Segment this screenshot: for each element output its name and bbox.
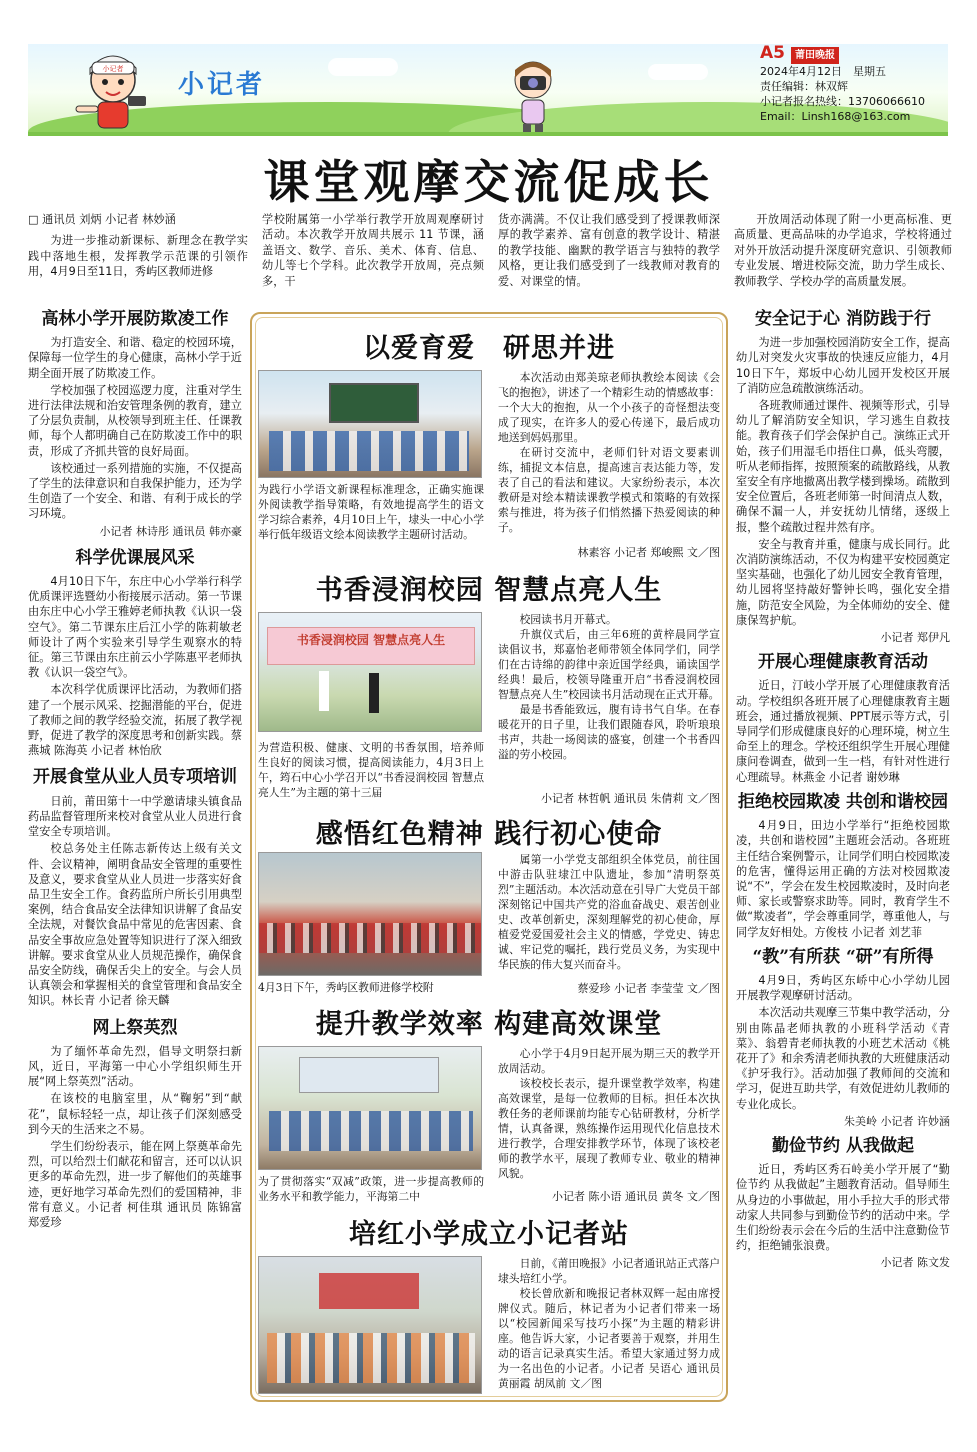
left-article-title: 高林小学开展防欺凌工作 <box>41 309 229 329</box>
feature-title: 提升教学效率 构建高效课堂 <box>315 1009 663 1040</box>
left-article-title: 科学优课展风采 <box>75 547 195 568</box>
memorial-visit-photo <box>258 852 482 976</box>
left-article-title: 网上祭英烈 <box>92 1017 178 1038</box>
left-article-para: 为了缅怀革命先烈，倡导文明祭扫新风，近日，平海第一中心小学组织师生开展“网上祭英烈”活动。 <box>28 1044 242 1089</box>
feature-caption: 4月3日下午，秀屿区教师进修学校附 <box>258 981 434 994</box>
right-article-para: 4月9日，秀屿区东峤中心小学幼儿园开展教学观摩研讨活动。 <box>736 973 950 1003</box>
boy-reporter-illustration <box>68 50 158 134</box>
intro-text-4: 开放周活动体现了附一小更高标准、更高质量、更高品味的办学追求，学校将通过对外开放活动提升深度研究意识、引领教师专业发展、增进校际交流，助力学生成长、教师教学、学校办学的高质量发展。 <box>734 213 952 288</box>
left-column <box>28 306 242 1232</box>
feature-para: 属第一小学党支部组织全体党员，前往国中游击队驻埭江中队遗址，参加“清明祭英烈”主题活动。本次活动意在引导广大党员干部深刻铭记中国共产党的浴血奋战史、艰苦创业史、改革创新史，深刻理解党的初心使命，厚植爱党爱国爱社会主义的情感，学党史、铸忠诚、牢记党的嘱托，践行党员义务，为实现中华民族的伟大复兴而奋斗。 <box>498 853 720 971</box>
masthead-info <box>760 43 950 124</box>
right-column <box>736 306 950 1271</box>
open-class-photo <box>258 1046 482 1170</box>
feature-credit: 小记者 陈小语 通讯员 黄冬 文／图 <box>552 1190 720 1203</box>
boy-cap-text: 小记者 <box>102 65 124 73</box>
right-article-title: 开展心理健康教育活动 <box>758 652 928 673</box>
feature-title: 培红小学成立小记者站 <box>349 1219 629 1250</box>
main-headline: 课堂观摩交流促成长 <box>263 155 714 209</box>
feature-body <box>498 370 720 535</box>
left-article-para: 学校加强了校园巡逻力度，注重对学生进行法律法规和治安管理条例的教育，建立了分层负责制，从校领导到班主任、任课教师，每个人都明确自己在防欺凌工作中的职责，形成了齐抓共管的良好局面。 <box>28 383 242 458</box>
right-article-para: 各班教师通过课件、视频等形式，引导幼儿了解消防安全知识，学习逃生自救技能。教育孩子们学会保护自己。演练正式开始，孩子们用湿毛巾捂住口鼻，低头弯腰，听从老师指挥，按照预案的疏散路线，从教室安全有序地撤离出教学楼到操场。疏散到安全位置后，各班老师第一时间清点人数，确保不漏一人，并安抚幼儿情绪，逐级上报，整个疏散过程井然有序。 <box>736 399 950 534</box>
feature-para: 日前，《莆田晚报》小记者通讯站正式落户埭头培红小学。 <box>498 1257 720 1285</box>
feature-title: 以爱育爱 研思并进 <box>363 333 615 364</box>
left-article-para: 校总务处主任陈志新传达上级有关文件、会议精神，阐明食品安全管理的重要性及意义，要求食堂从业人员进一步落实好食品卫生安全工作。食药监所户所长引用典型案例，结合食品安全法律知识讲解了食品安全法规，对餐饮食品中常见的危害因素、食品安全事故应急处置等知识进行了深入细致讲解。要求食堂从业人员规范操作，确保食品安全防线，确保舌尖上的安全。与会人员认真领会和掌握相关的食堂管理和食品安全知识。林长青 小记者 徐天麟 <box>28 842 242 1008</box>
feature-caption: 为营造积极、健康、文明的书香氛围，培养师生良好的阅读习惯，提高阅读能力，4月3日上午，筠石中心小学召开以“书香浸润校园 智慧点亮人生”为主题的第十三届 <box>258 741 484 799</box>
right-article-title: 拒绝校园欺凌 共创和谐校园 <box>738 791 948 812</box>
right-article-title: 安全记于心 消防践于行 <box>755 309 931 329</box>
feature-credit: 小记者 林哲帆 通讯员 朱倩莉 文／图 <box>541 792 720 805</box>
feature-caption: 为了贯彻落实“双减”政策，进一步提高教师的业务水平和教学能力，平海第二中 <box>258 1175 484 1203</box>
editor-line: 责任编辑：林双辉 <box>760 80 848 93</box>
intro-text-1: 为进一步推动新课标、新理念在教学实践中落地生根，发挥教学示范课的引领作用，4月9日至11日，秀屿区教师进修 <box>28 234 248 279</box>
feature-title: 感悟红色精神 践行初心使命 <box>315 819 663 850</box>
classroom-photo <box>258 370 482 478</box>
feature-para: 该校校长表示，提升课堂教学效率，构建高效课堂，是每一位教师的目标。担任本次执教任务的老师课前均能专心钻研教材，分析学情，认真备课，熟练操作运用现代化信息技术进行教学，合理安排教学环节，体现了该校老师的教学水平，展现了教师专业、敬业的精神风貌。 <box>498 1077 720 1180</box>
right-article-byline: 小记者 郑伊凡 <box>880 631 950 645</box>
right-article-para: 安全与教育并重，健康与成长同行。此次消防演练活动，不仅为构建平安校园奠定坚实基础，也强化了幼儿园安全教育管理，幼儿园将坚持敲好警钟长鸣，强化安全措施，防范安全风险，为全体师幼的安全、健康保驾护航。 <box>736 537 950 627</box>
right-article-byline: 朱美岭 小记者 许妙涵 <box>844 1114 950 1128</box>
right-article-para: 近日，汀岐小学开展了心理健康教育活动。学校组织各班开展了心理健康教育主题班会，通过播放视频、PPT展示等方式，引导同学们形成健康良好的心理环境，树立生命至上的理念。学校还组织学生开展心理健康问卷调查，做到一生一档，有针对性进行心理疏导。林燕金 小记者 谢妙琳 <box>736 679 950 784</box>
reading-ceremony-photo <box>258 612 482 732</box>
feature-para: 最是书香能致远，腹有诗书气自华。在春暖花开的日子里，让我们跟随春风，聆听琅琅书声，共赴一场阅读的盛宴，创建一个书香四溢的劳小校园。 <box>498 703 720 761</box>
right-article-byline: 小记者 陈文发 <box>880 1256 950 1270</box>
right-article-para: 本次活动共观摩三节集中教学活动，分别由陈晶老师执教的小班科学活动《青菜》、翁碧青老师执教的小班艺术活动《桃花开了》和余秀清老师执教的大班健康活动《护牙我行》。活动加强了教师间的交流和学习，促进互助共学，有效促进幼儿教师的专业化成长。 <box>736 1006 950 1111</box>
feature-para: 本次活动由郑美琼老师执教绘本阅读《会飞的抱抱》，讲述了一个精彩生动的情感故事：一个大大的抱抱，从一个小孩子的奇怪想法变成了现实，在许多人的爱心传递下，最后成功地送到妈妈那里。 <box>498 371 720 444</box>
feature-para: 校园读书月开幕式。 <box>519 613 617 626</box>
left-article-byline: 小记者 林诗彤 通讯员 韩亦豪 <box>99 524 242 538</box>
reporter-station-photo <box>258 1256 482 1394</box>
left-article-para: 学生们纷纷表示，能在网上祭奠革命先烈，可以给烈士们献花和留言，还可以认识更多的革命先烈，进一步了解他们的英雄事迹，更好地学习革命先烈们的爱国精神，非常有意义。小记者 柯佳琪 通讯员 陈锦富 郑爱珍 <box>28 1139 242 1229</box>
feature-para: 升旗仪式后，由三年6班的黄梓晨同学宣读倡议书，郑嘉怡老师带领全体同学们，同学们在古诗绵的韵律中亲近国学经典，诵读国学经典！最后，校领导隆重开启“书香浸润校园 智慧点亮人生”校园读书月活动现在正式开幕。 <box>498 628 720 701</box>
right-article-title: 勤俭节约 从我做起 <box>772 1135 914 1156</box>
intro-col-1 <box>28 212 248 280</box>
feature-body <box>498 1256 720 1391</box>
girl-with-camera-illustration <box>498 54 568 134</box>
feature-para: 在研讨交流中，老师们针对语文要素训练，捕捉文本信息，提高速言表达能力等，发表了自己的看法和建议。大家纷纷表示，本次教研是对绘本精读课教学模式和策略的有效探索与推进，将为孩子们悄然播下热爱阅读的种子。 <box>498 446 720 534</box>
left-article-para: 本次科学优质课评比活动，为教师们搭建了一个展示风采、挖掘潜能的平台，促进了教师之间的教学经验交流，拓展了教学视野，促进了教学的深度思考和创新实践。蔡燕城 陈海英 小记者 林怡欣 <box>28 683 242 758</box>
banner-in-photo: 书香浸润校园 智慧点亮人生 <box>296 633 446 647</box>
intro-text-3: 货亦满满。不仅让我们感受到了授课教师深厚的教学素养、富有创意的教学设计、精湛的教学技能、幽默的教学语言与独特的教学风格，更让我们感受到了一线教师对教育的爱、对课堂的情。 <box>498 213 720 288</box>
page-number: A5 <box>760 43 785 63</box>
hotline: 小记者报名热线：13706066610 <box>760 95 925 108</box>
feature-body <box>498 1046 720 1181</box>
feature-para: 心小学于4月9日起开展为期三天的教学开放周活动。 <box>498 1047 720 1075</box>
left-article-para: 4月10日下午，东庄中心小学举行科学优质课评选暨幼小衔接展示活动。第一节课由东庄中心小学王雅婷老师执教《认识一袋空气》。第二节课东庄后江小学的陈莉敏老师设计了两个实验来引导学生观察水的特征。第三节课由东庄前云小学陈惠平老师执教《认识一袋空气》。 <box>28 575 242 680</box>
column-title: 小记者 <box>178 70 266 100</box>
left-article-para: 为打造安全、和谐、稳定的校园环境，保障每一位学生的身心健康，高林小学于近期全面开展了防欺凌工作。 <box>28 336 242 380</box>
feature-caption: 为践行小学语文新课程标准理念，正确实施课外阅读教学指导策略，有效地提高学生的语文学习综合素养，4月10日上午，埭头一中心小学举行低年级语文绘本阅读教学主题研讨活动。 <box>258 483 484 541</box>
feature-body <box>498 852 720 972</box>
right-article-title: “教”有所获 “研”有所得 <box>752 946 934 967</box>
feature-body <box>498 612 720 762</box>
feature-credit: 蔡爱珍 小记者 李莹莹 文／图 <box>577 982 720 995</box>
feature-credit: 林素容 小记者 郑峻熙 文／图 <box>577 546 720 559</box>
right-article-para: 近日，秀屿区秀石岭美小学开展了“勤俭节约 从我做起”主题教育活动。倡导师生从身边的小事做起，用小手拉大手的形式带动家人共同参与到勤俭节约的活动中来。学生们纷纷表示会在今后的生活中注意勤俭节约，拒绝铺张浪费。 <box>736 1163 950 1253</box>
intro-text-2: 学校附属第一小学举行教学开放周观摩研讨活动。本次教学开放周共展示 11 节课，涵盖语文、数学、音乐、美术、体育、信息、幼儿等七个学科。此次教学开放周，亮点频多，干 <box>262 213 484 288</box>
right-article-para: 为进一步加强校园消防安全工作，提高幼儿对突发火灾事故的快速反应能力，4月10日下午，郑坂中心幼儿园开发校区开展了消防应急疏散演练活动。 <box>736 336 950 395</box>
feature-para: 校长曾欣新和晚报记者林双辉一起由席授牌仪式。随后，林记者为小记者们带来一场以“校园新闻采写技巧小探”为主题的精彩讲座。他告诉大家，小记者要善于观察，并用生动的语言记录真实生活。希望大家通过努力成为一名出色的小记者。小记者 吴语心 通讯员 黄丽霞 胡凤前 文／图 <box>498 1287 720 1390</box>
left-article-para: 在该校的电脑室里，从“鞠躬”到“献花”，鼠标轻轻一点，却让孩子们深刻感受到今天的生活来之不易。 <box>28 1092 242 1136</box>
left-article-para: 该校通过一系列措施的实施，不仅提高了学生的法律意识和自我保护能力，还为学生创造了一个安全、和谐、有利于成长的学习环境。 <box>28 461 242 521</box>
feature-title: 书香浸润校园 智慧点亮人生 <box>315 575 663 606</box>
right-article-para: 4月9日，田边小学举行“拒绝校园欺凌，共创和谐校园”主题班会活动。各班班主任结合案例警示，让同学们明白校园欺凌的危害，懂得运用正确的方法对校园欺凌说“不”，学会在发生校园欺凌时，及时向老师、家长或警察求助等。同时，教育学生不做“欺凌者”，学会尊重同学，尊重他人，与同学友好相处。方俊枝 小记者 刘艺菲 <box>736 819 950 939</box>
issue-date: 2024年4月12日 星期五 <box>760 65 886 78</box>
intro-byline: □ 通讯员 刘炳 小记者 林妙涵 <box>28 213 176 226</box>
left-article-para: 日前，莆田第十一中学邀请埭头镇食品药品监督管理所来校对食堂从业人员进行食堂安全专项培训。 <box>28 794 242 839</box>
email-line: Email：Linsh168@163.com <box>760 110 911 123</box>
newspaper-logo: 莆田晚报 <box>791 47 839 64</box>
left-article-title: 开展食堂从业人员专项培训 <box>33 767 237 788</box>
